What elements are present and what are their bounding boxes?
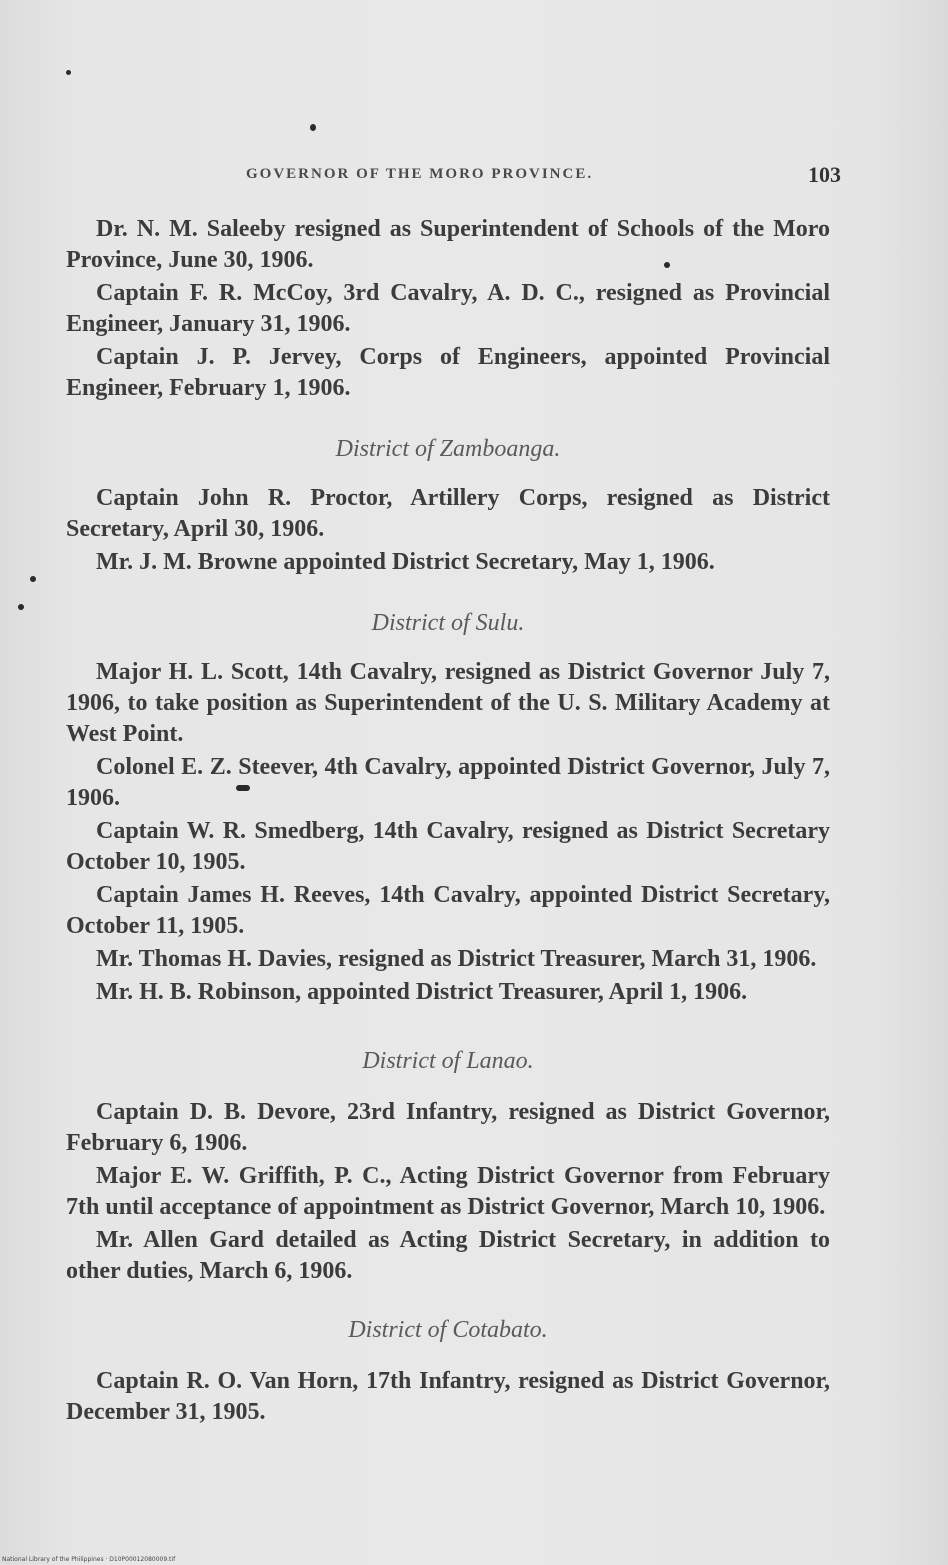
scan-speck	[18, 604, 24, 610]
paragraph: Captain D. B. Devore, 23rd Infantry, resigned as District Governor, February 6, 1906.	[66, 1099, 830, 1156]
paragraph: Mr. H. B. Robinson, appointed District Treasurer, April 1, 1906.	[96, 979, 748, 1005]
paragraph: Captain John R. Proctor, Artillery Corps, resigned as District Secretary, April 30, 1906.	[66, 485, 830, 542]
scan-speck	[30, 576, 36, 582]
paragraph: Mr. Thomas H. Davies, resigned as District Treasurer, March 31, 1906.	[96, 946, 817, 972]
paragraph: Mr. J. M. Browne appointed District Secretary, May 1, 1906.	[96, 549, 715, 575]
section-heading-cotabato: District of Cotabato.	[348, 1317, 548, 1343]
paragraph: Captain James H. Reeves, 14th Cavalry, appointed District Secretary, October 11, 1905.	[66, 882, 830, 939]
scan-speck	[66, 70, 71, 75]
paragraph: Captain R. O. Van Horn, 17th Infantry, resigned as District Governor, December 31, 1905.	[66, 1368, 830, 1425]
scan-speck	[310, 124, 316, 131]
scan-credit: National Library of the Philippines · D10P00012080009.tif	[2, 1556, 176, 1563]
page-number: 103	[808, 162, 841, 187]
section-heading-lanao: District of Lanao.	[362, 1048, 534, 1074]
paragraph: Dr. N. M. Saleeby resigned as Superintendent of Schools of the Moro Province, June 30, 1906.	[66, 216, 830, 273]
paragraph: Captain F. R. McCoy, 3rd Cavalry, A. D. C., resigned as Provincial Engineer, January 31, 1906.	[66, 280, 830, 337]
page-body	[66, 214, 830, 1430]
section-heading-zamboanga: District of Zamboanga.	[335, 436, 561, 462]
paragraph: Captain J. P. Jervey, Corps of Engineers, appointed Provincial Engineer, February 1, 1906.	[66, 344, 830, 401]
section-heading-sulu: District of Sulu.	[371, 610, 525, 636]
running-title: GOVERNOR OF THE MORO PROVINCE.	[246, 166, 594, 182]
paragraph: Colonel E. Z. Steever, 4th Cavalry, appointed District Governor, July 7, 1906.	[66, 754, 830, 811]
paragraph: Major E. W. Griffith, P. C., Acting District Governor from February 7th until acceptance of appointment as District Governor, March 10, 1906.	[66, 1163, 830, 1220]
page-header	[66, 160, 841, 192]
paragraph: Mr. Allen Gard detailed as Acting District Secretary, in addition to other duties, March 6, 1906.	[66, 1227, 830, 1284]
paragraph: Captain W. R. Smedberg, 14th Cavalry, resigned as District Secretary October 10, 1905.	[66, 818, 830, 875]
paragraph: Major H. L. Scott, 14th Cavalry, resigned as District Governor July 7, 1906, to take position as Superintendent of the U. S. Military Academy at West Point.	[66, 659, 830, 747]
